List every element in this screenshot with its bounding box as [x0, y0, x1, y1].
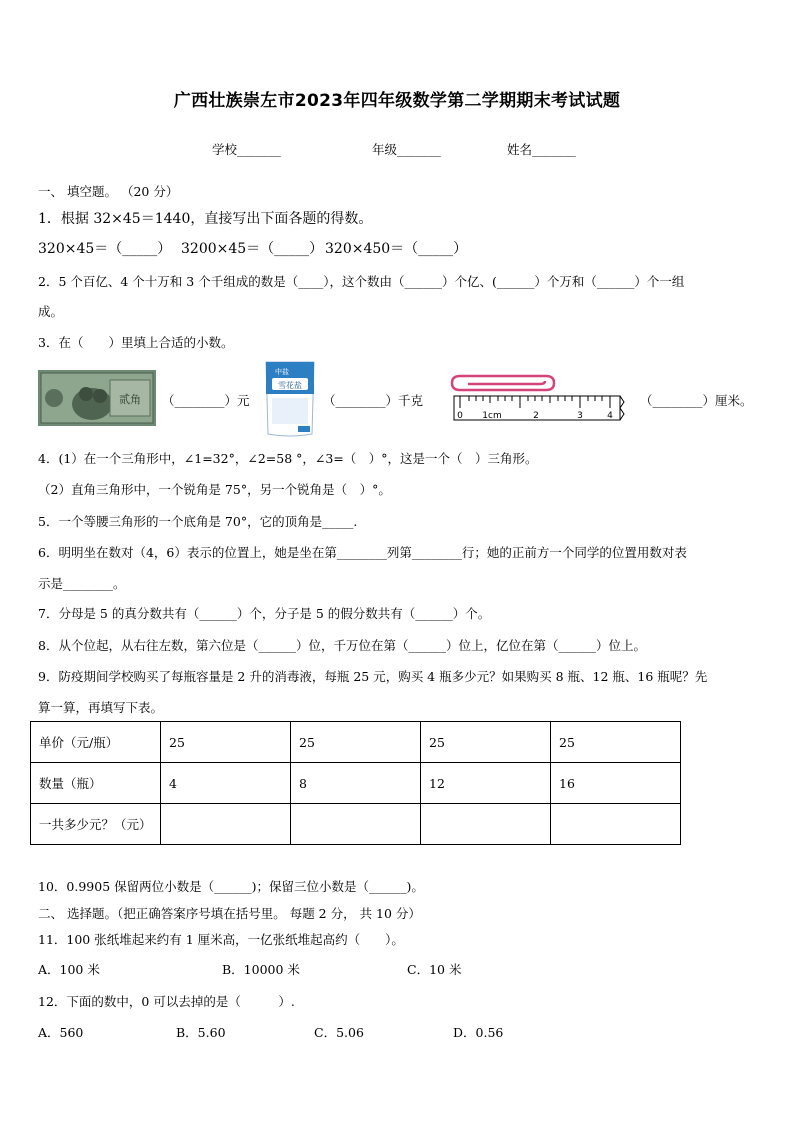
question-11-option-a: A．100 米 [38, 962, 100, 977]
question-11-stem: 11．100 张纸堆起来约有 1 厘米高，一亿张纸堆起高约（ ）。 [38, 932, 404, 947]
table-cell[interactable] [421, 804, 551, 845]
section-heading-choice: 二、 选择题。（把正确答案序号填在括号里。 每题 2 分， 共 10 分） [38, 906, 421, 921]
ruler-label-1: 1cm [482, 411, 502, 421]
question-3-stem: 3．在（ ）里填上合适的小数。 [38, 335, 234, 350]
question-12-stem: 12．下面的数中，0 可以去掉的是（ ）. [38, 994, 295, 1009]
question-3-blank-cm: （________）厘米。 [640, 393, 753, 408]
question-11-option-b: B．10000 米 [222, 962, 300, 977]
table-row [31, 763, 681, 804]
table-cell: 12 [421, 763, 551, 804]
price-table [30, 721, 681, 845]
banknote-label: 贰角 [119, 393, 141, 406]
bag-logo: 中盐 [275, 368, 289, 376]
table-cell: 单价（元/瓶） [31, 722, 161, 763]
page-title: 广西壮族崇左市2023年四年级数学第二学期期末考试试题 [173, 91, 621, 111]
table-cell: 25 [551, 722, 681, 763]
question-12-option-a: A．560 [38, 1025, 84, 1040]
name-field: 姓名_______ [507, 142, 576, 157]
salt-bag-image [262, 358, 318, 438]
table-cell: 8 [291, 763, 421, 804]
question-9-line-1: 9．防疫期间学校购买了每瓶容量是 2 升的消毒液，每瓶 25 元，购买 4 瓶多少元？如果购买 8 瓶、12 瓶、16 瓶呢？先 [38, 669, 708, 684]
ruler-label-4: 4 [607, 411, 613, 421]
bag-label: 雪花盐 [278, 381, 302, 390]
question-12-option-c: C．5.06 [314, 1025, 364, 1040]
question-11-option-c: C．10 米 [407, 962, 462, 977]
school-field: 学校_______ [212, 142, 281, 157]
question-4-line-2: （2）直角三角形中，一个锐角是 75°，另一个锐角是（ ）°。 [38, 482, 391, 497]
table-row [31, 804, 681, 845]
question-1-stem: 1．根据 32×45＝1440，直接写出下面各题的得数。 [38, 211, 373, 227]
ruler-label-3: 3 [577, 411, 583, 421]
banknote-image [38, 370, 156, 426]
table-cell: 一共多少元？（元） [31, 804, 161, 845]
table-cell[interactable] [291, 804, 421, 845]
table-cell: 25 [291, 722, 421, 763]
table-cell: 25 [421, 722, 551, 763]
table-cell: 25 [161, 722, 291, 763]
ruler-label-0: 0 [457, 411, 463, 421]
paperclip-ruler-image [448, 372, 630, 424]
question-5: 5．一个等腰三角形的一个底角是 70°，它的顶角是_____. [38, 514, 358, 529]
question-4-line-1: 4．(1）在一个三角形中，∠1=32°，∠2=58 °，∠3=（ ）°，这是一个（ ）三角形。 [38, 451, 538, 466]
table-cell: 数量（瓶） [31, 763, 161, 804]
question-1-item-2: 3200×45＝（_____） [181, 241, 324, 257]
question-12-option-d: D．0.56 [453, 1025, 504, 1040]
table-row [31, 722, 681, 763]
question-7: 7．分母是 5 的真分数共有（______）个，分子是 5 的假分数共有（______）个。 [38, 606, 491, 621]
question-3-blank-yuan: （________）元 [162, 393, 250, 408]
question-10: 10．0.9905 保留两位小数是（______)；保留三位小数是（______)。 [38, 879, 424, 894]
table-cell[interactable] [161, 804, 291, 845]
question-8: 8．从个位起，从右往左数，第六位是（______）位，千万位在第（______）位上，亿位在第（______）位上。 [38, 638, 646, 653]
question-12-option-b: B．5.60 [176, 1025, 226, 1040]
question-6-line-1: 6．明明坐在数对（4，6）表示的位置上，她是坐在第________列第________行；她的正前方一个同学的位置用数对表 [38, 545, 687, 560]
question-2-line-1: 2．5 个百亿、4 个十万和 3 个千组成的数是（____），这个数由（______）个亿、(______）个万和（______）个一组 [38, 274, 685, 289]
question-1-item-1: 320×45＝（_____） [38, 241, 172, 257]
table-cell: 16 [551, 763, 681, 804]
question-9-line-2: 算一算，再填写下表。 [38, 700, 164, 715]
question-2-line-2: 成。 [38, 304, 64, 319]
table-cell[interactable] [551, 804, 681, 845]
ruler-label-2: 2 [533, 411, 539, 421]
table-cell: 4 [161, 763, 291, 804]
grade-field: 年级_______ [372, 142, 441, 157]
section-heading-fill-blank: 一、 填空题。 （20 分） [38, 184, 179, 199]
question-3-blank-kg: （________）千克 [323, 393, 424, 408]
question-6-line-2: 示是________。 [38, 576, 126, 591]
question-1-item-3: 320×450＝（_____） [325, 241, 468, 257]
